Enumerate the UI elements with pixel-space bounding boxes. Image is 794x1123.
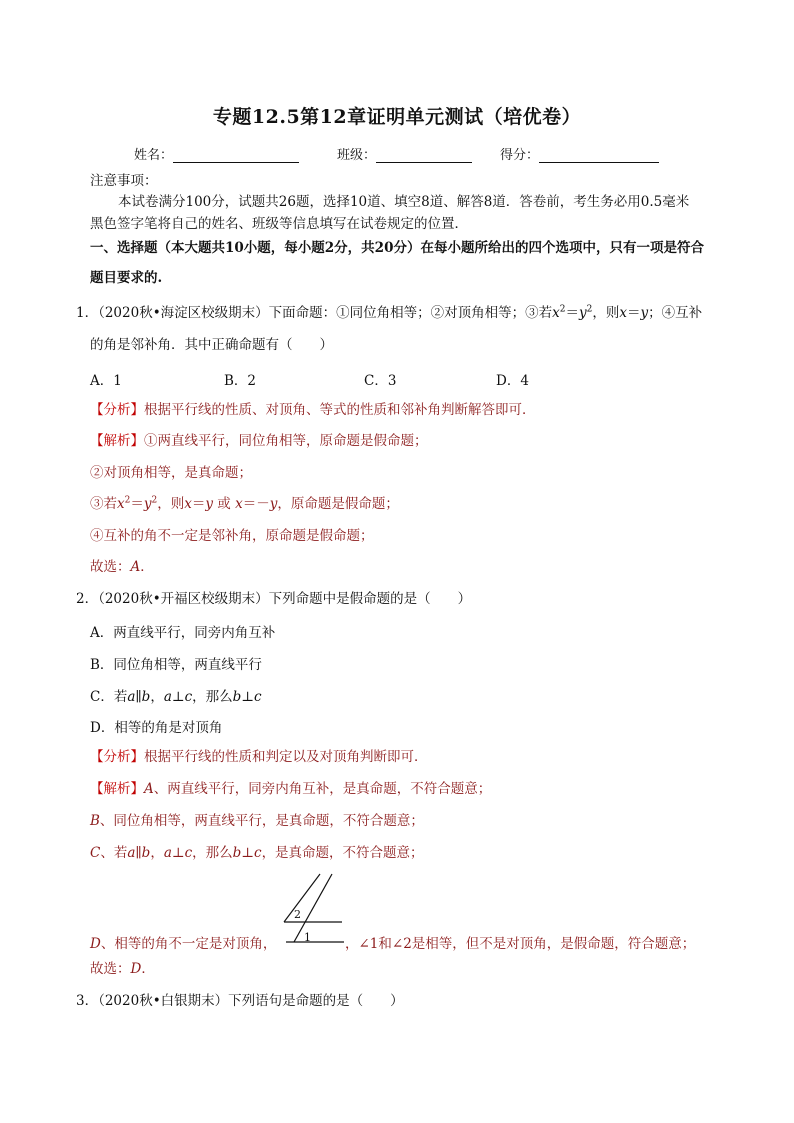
q1-answer [90,558,154,576]
class-label: 班级： [337,148,377,163]
q2-solution-line-d-part1 [90,935,276,953]
notes-line-1: 本试卷满分100分，试题共26题，选择10道、填空8道、解答8道．答卷前，考生务必用0.5毫米 [118,194,690,210]
q2-analysis-text: 根据平行线的性质和判定以及对顶角判断即可． [144,749,428,765]
q2-option-c[interactable]: C．若a∥b，a⊥c，那么b⊥c [90,689,262,705]
q1-option-d[interactable]: D．4 [496,373,529,389]
class-blank[interactable] [376,148,472,163]
q2-answer [90,960,155,978]
q1-answer-suffix: ． [140,559,154,575]
q1-stem-part-c: ；④互补 [648,305,703,321]
q2-sol-c-a: 、若 [100,845,128,861]
q1-solution-line-3: ③若$x^2=y^2$，则x＝y 或 x＝－y，原命题是假命题； [90,495,399,512]
q1-option-b[interactable]: B．2 [224,373,257,389]
q2-sol-d-letter: D [90,936,101,952]
page-title: 专题12.5第12章证明单元测试（培优卷） [212,106,582,128]
q1-sol3-b: ，则 [157,496,185,512]
q1-sol3-c: 或 [217,496,231,512]
score-label: 得分： [500,148,540,163]
notes-heading: 注意事项： [90,173,158,189]
name-field [134,144,299,163]
q1-sol3-d: ，原命题是假命题； [277,496,399,512]
angle-figure [282,870,348,946]
score-blank[interactable] [539,148,659,163]
q2-answer-suffix: ． [141,961,155,977]
q2-analysis [90,748,428,766]
q1-answer-letter: A [130,559,141,575]
q1-stem-part-b: ，则 [592,305,620,321]
q1-stem-line-1: 1．（2020秋•海淀区校级期末）下面命题：①同位角相等；②对顶角相等；③若$x^2=y^2$，则x＝y；④互补 [76,304,703,321]
q1-stem-line-2: 的角是邻补角．其中正确命题有（ ） [90,337,333,353]
q2-sol-c-letter: C [90,845,101,861]
q2-sol-c-c: ，是真命题，不符合题意； [261,845,424,861]
q2-solution-line-a [90,780,491,798]
q2-analysis-tag: 【分析】 [90,749,144,765]
q1-stem-part-a: 1．（2020秋•海淀区校级期末）下面命题：①同位角相等；②对顶角相等；③若 [76,305,553,321]
q2-answer-letter: D [130,961,142,977]
q1-analysis-tag: 【分析】 [90,402,144,418]
q1-analysis-text: 根据平行线的性质、对顶角、等式的性质和邻补角判断解答即可． [144,402,536,418]
q2-option-c-mid: ，那么 [192,689,233,705]
q2-solution-tag: 【解析】 [90,781,144,797]
q2-option-c-prefix: C．若 [90,689,128,705]
q2-sol-b-text: 、同位角相等，两直线平行，是真命题，不符合题意； [99,813,424,829]
class-field [337,144,472,163]
q2-sol-a-text: 、两直线平行，同旁内角互补，是真命题，不符合题意； [153,781,492,797]
notes-line-2: 黑色签字笔将自己的姓名、班级等信息填写在试卷规定的位置． [90,216,468,232]
q1-sol3-a: ③若 [90,496,117,512]
q1-solution-tag: 【解析】 [90,433,144,449]
score-field [500,144,659,163]
q2-option-a[interactable]: A．两直线平行，同旁内角互补 [90,625,276,641]
q2-sol-d-a: 、相等的角不一定是对顶角， [100,936,277,952]
figure-label-2: 2 [294,908,301,921]
section-heading-line-1: 一、选择题（本大题共10小题，每小题2分，共20分）在每小题所给出的四个选项中，只有一项是符合 [90,240,704,256]
q2-solution-line-b [90,812,424,830]
q1-answer-prefix: 故选： [90,559,131,575]
q2-option-d[interactable]: D．相等的角是对顶角 [90,720,223,736]
name-blank[interactable] [173,148,299,163]
figure-slanted-line-2 [284,874,320,922]
q1-solution-1: ①两直线平行，同位角相等，原命题是假命题； [144,433,428,449]
q1-option-c[interactable]: C．3 [364,373,397,389]
q1-analysis [90,401,536,419]
q2-sol-c-b: ，那么 [192,845,233,861]
q1-solution-line-1 [90,432,428,450]
q3-stem: 3．（2020秋•白银期末）下列语句是命题的是（ ） [76,993,404,1009]
q1-solution-line-2: ②对顶角相等，是真命题； [90,465,252,481]
q2-solution-line-d-part2: ，∠1和∠2是相等，但不是对顶角，是假命题，符合题意； [345,936,696,952]
figure-label-1: 1 [304,931,311,944]
section-heading-line-2: 题目要求的. [90,270,163,286]
q1-solution-line-4: ④互补的角不一定是邻补角，原命题是假命题； [90,528,374,544]
q2-option-b[interactable]: B．同位角相等，两直线平行 [90,657,262,673]
q2-solution-line-c: C、若a∥b，a⊥c，那么b⊥c，是真命题，不符合题意； [90,845,424,861]
q2-sol-b-letter: B [90,813,100,829]
name-label: 姓名： [134,148,174,163]
q2-answer-prefix: 故选： [90,961,131,977]
q1-option-a[interactable]: A．1 [90,373,122,389]
q2-sol-a-letter: A [144,781,154,797]
q2-stem: 2．（2020秋•开福区校级期末）下列命题中是假命题的是（ ） [76,591,472,607]
